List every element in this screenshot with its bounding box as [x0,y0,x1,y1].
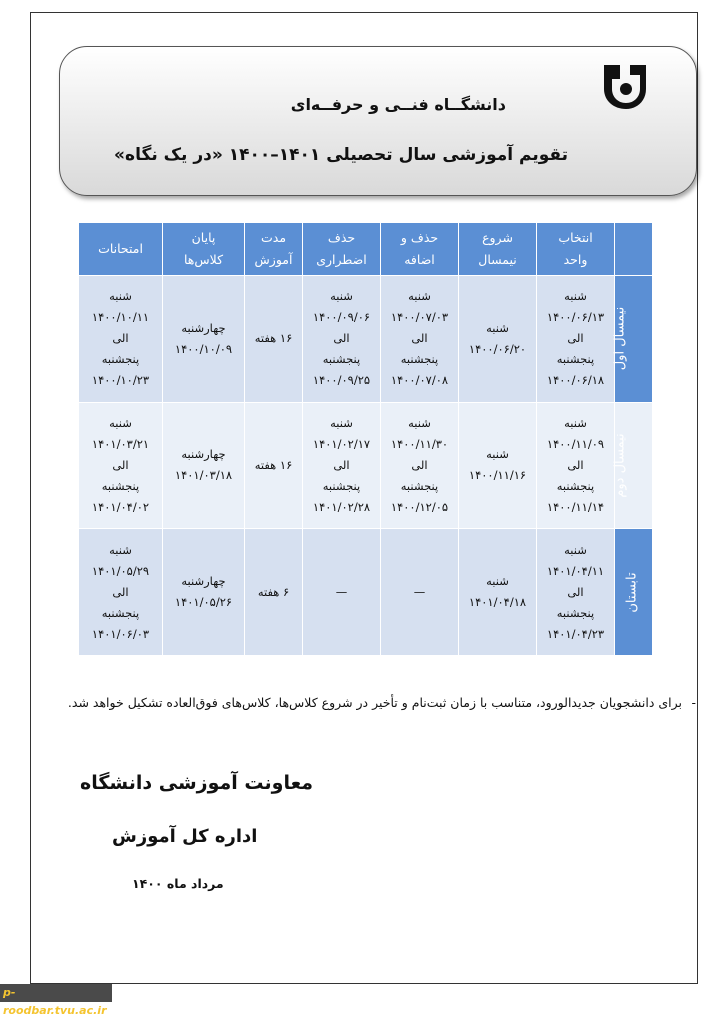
cell-line: شنبه [109,542,132,557]
cell-line: ۱۴۰۱/۰۵/۲۹ [91,563,150,578]
semester-label-cell [612,402,653,529]
cell-line: شنبه [330,289,353,304]
column-header [381,223,459,276]
cell-line: ۱۴۰۱/۰۴/۱۸ [468,595,527,610]
column-header [163,223,245,276]
cell-line: الی [112,584,129,599]
signature-deputy: معاونت آموزشی دانشگاه [80,772,314,794]
cell-line: پنجشنبه [556,478,595,493]
cell-line: ۱۴۰۱/۰۴/۱۱ [546,563,605,578]
cell-line: پنجشنبه [556,352,595,367]
cell-line: شنبه [486,320,509,335]
cell-line: شنبه [486,447,509,462]
table-cell [163,529,245,656]
signature-office: اداره کل آموزش [112,826,258,847]
cell-line: الی [112,331,129,346]
cell-line: ۱۴۰۰/۰۶/۱۸ [546,373,605,388]
semester-label: نیمسال دوم [612,433,628,498]
table-cell [245,529,303,656]
cell-line: شنبه [408,289,431,304]
university-logo-icon [598,59,650,111]
cell-line: الی [567,457,584,472]
cell-line: ۱۴۰۱/۰۴/۰۲ [91,499,150,514]
note [42,690,696,716]
table-cell [303,529,381,656]
cell-line: ۱۴۰۰/۱۱/۱۶ [468,468,527,483]
column-header-line: واحد [563,252,588,267]
cell-line: پنجشنبه [322,478,361,493]
column-header-line: اضطراری [316,252,367,267]
column-header-line: انتخاب [558,230,593,245]
academic-calendar-table [78,222,653,656]
cell-line: الی [567,584,584,599]
column-header-line: آموزش [254,252,293,267]
table-cell [381,276,459,403]
cell-line: ۱۴۰۰/۰۷/۰۸ [390,373,449,388]
cell-line: ۱۴۰۱/۰۲/۱۷ [312,436,371,451]
table-cell [245,276,303,403]
cell-line: پنجشنبه [101,478,140,493]
table-cell [381,402,459,529]
cell-line: ۱۴۰۰/۱۰/۲۳ [91,373,150,388]
semester-label-cell [615,529,653,656]
cell-line: شنبه [486,574,509,589]
cell-line: چهارشنبه [181,447,226,462]
column-header [303,223,381,276]
cell-line: — [413,584,426,599]
cell-line: چهارشنبه [181,320,226,335]
cell-line: چهارشنبه [181,574,226,589]
table-cell [303,276,381,403]
cell-line: ۱۴۰۰/۱۱/۰۹ [546,436,605,451]
cell-line: پنجشنبه [322,352,361,367]
table-cell [163,276,245,403]
column-header [537,223,615,276]
cell-line: ۱۶ هفته [254,331,293,346]
column-header [245,223,303,276]
cell-line: ۱۴۰۰/۰۹/۲۵ [312,373,371,388]
cell-line: پنجشنبه [101,352,140,367]
cell-line: الی [411,331,428,346]
column-header-line: حذف [327,230,356,245]
calendar-title: تقویم آموزشی سال تحصیلی ۱۴۰۱–۱۴۰۰ «در یک نگاه» [114,145,568,165]
cell-line: ۶ هفته [257,584,290,599]
column-header [79,223,163,276]
column-header-line: کلاس‌ها [183,252,224,267]
table-cell [163,402,245,529]
cell-line: ۱۴۰۱/۰۲/۲۸ [312,499,371,514]
table-cell [537,529,615,656]
column-header-line: امتحانات [98,241,143,256]
cell-line: شنبه [564,289,587,304]
table-cell [303,402,381,529]
note-text: برای دانشجویان جدیدالورود، متناسب با زمان ثبت‌نام و تأخیر در شروع کلاس‌ها، کلاس‌های فوق‌العاده تشکیل خواهد شد. [67,695,682,710]
cell-line: الی [333,457,350,472]
column-header [459,223,537,276]
cell-line: ۱۴۰۰/۰۹/۰۶ [312,310,371,325]
semester-label: تابستان [624,572,640,613]
cell-line: — [335,584,348,599]
table-cell [79,402,163,529]
cell-line: پنجشنبه [556,605,595,620]
cell-line: الی [567,331,584,346]
cell-line: الی [333,331,350,346]
table-cell [79,529,163,656]
cell-line: شنبه [564,542,587,557]
table-header-row [79,223,653,276]
table-row [79,276,653,403]
cell-line: ۱۴۰۰/۰۶/۲۰ [468,341,527,356]
cell-line: شنبه [330,415,353,430]
cell-line: ۱۴۰۱/۰۳/۱۸ [174,468,233,483]
cell-line: ۱۴۰۱/۰۵/۲۶ [174,595,233,610]
cell-line: شنبه [564,415,587,430]
cell-line: پنجشنبه [400,352,439,367]
cell-line: پنجشنبه [400,478,439,493]
cell-line: ۱۴۰۰/۱۰/۱۱ [91,310,150,325]
header-box [59,46,697,196]
cell-line: پنجشنبه [101,605,140,620]
column-header-line: پایان [191,230,216,245]
cell-line: ۱۶ هفته [254,457,293,472]
cell-line: الی [112,457,129,472]
table-row [79,529,653,656]
cell-line: ۱۴۰۰/۰۷/۰۳ [390,310,449,325]
column-header-line: حذف و [400,230,439,245]
cell-line: ۱۴۰۰/۱۲/۰۵ [390,499,449,514]
cell-line: ۱۴۰۰/۱۰/۰۹ [174,341,233,356]
cell-line: ۱۴۰۱/۰۳/۲۱ [91,436,150,451]
table-cell [459,276,537,403]
semester-label-cell [612,276,653,403]
cell-line: ۱۴۰۰/۰۶/۱۳ [546,310,605,325]
table-cell [459,402,537,529]
cell-line: ۱۴۰۰/۱۱/۳۰ [390,436,449,451]
column-header-line: مدت [260,230,287,245]
table-cell [245,402,303,529]
cell-line: ۱۴۰۰/۱۱/۱۴ [546,499,605,514]
table-cell [79,276,163,403]
cell-line: شنبه [109,415,132,430]
cell-line: ۱۴۰۱/۰۴/۲۳ [546,626,605,641]
cell-line: ۱۴۰۱/۰۶/۰۳ [91,626,150,641]
column-header-line: اضافه [404,252,435,267]
column-header-line: شروع [482,230,513,245]
semester-label: نیمسال اول [612,307,628,371]
note-bullet: - [691,695,696,710]
watermark-url: p-roodbar.tvu.ac.ir [0,984,112,1002]
cell-line: شنبه [408,415,431,430]
university-name: دانشگــاه فنــی و حرفــه‌ای [290,95,506,114]
corner-cell [615,223,653,276]
signature-date: مرداد ماه ۱۴۰۰ [132,876,224,891]
column-header-line: نیمسال [478,252,517,267]
cell-line: شنبه [109,289,132,304]
cell-line: الی [411,457,428,472]
table-cell [381,529,459,656]
table-row [79,402,653,529]
table-cell [459,529,537,656]
